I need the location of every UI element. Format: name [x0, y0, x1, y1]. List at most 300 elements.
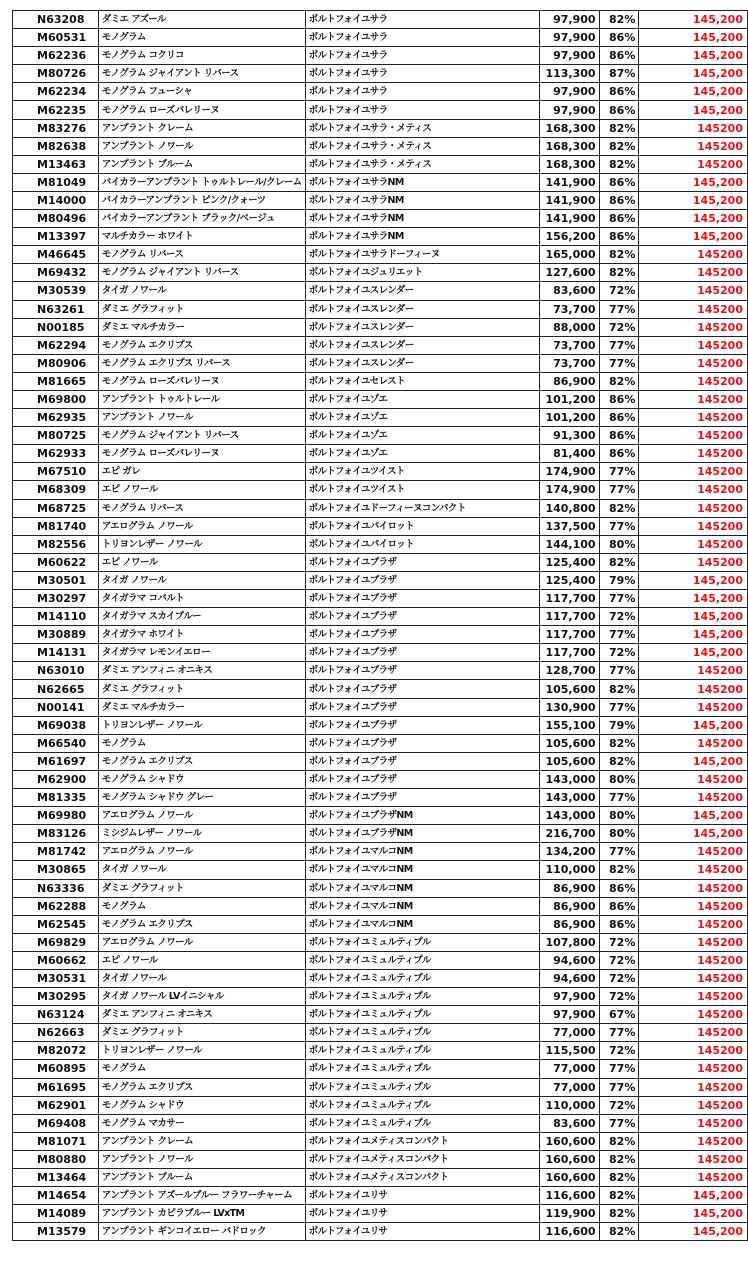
buy-price-cell[interactable]: 145,200: [639, 626, 748, 644]
rate-cell[interactable]: 82%: [599, 246, 639, 264]
item-code-cell[interactable]: M46645: [13, 246, 99, 264]
retail-price-cell[interactable]: 86,900: [539, 897, 599, 915]
buy-price-cell[interactable]: 145200: [639, 390, 748, 408]
retail-price-cell[interactable]: 83,600: [539, 282, 599, 300]
rate-cell[interactable]: 87%: [599, 65, 639, 83]
color-name-cell[interactable]: アエログラム ノワール: [98, 933, 305, 951]
rate-cell[interactable]: 86%: [599, 47, 639, 65]
item-code-cell[interactable]: M82072: [13, 1042, 99, 1060]
rate-cell[interactable]: 77%: [599, 662, 639, 680]
retail-price-cell[interactable]: 168,300: [539, 155, 599, 173]
model-name-cell[interactable]: ボルトフォイユドーフィーヌコンパクト: [305, 499, 539, 517]
model-name-cell[interactable]: ボルトフォイユリサ: [305, 1223, 539, 1241]
rate-cell[interactable]: 82%: [599, 119, 639, 137]
buy-price-cell[interactable]: 145200: [639, 463, 748, 481]
color-name-cell[interactable]: モノグラム フューシャ: [98, 83, 305, 101]
model-name-cell[interactable]: ボルトフォイユサラ: [305, 83, 539, 101]
color-name-cell[interactable]: モノグラム エクリプス: [98, 752, 305, 770]
rate-cell[interactable]: 72%: [599, 282, 639, 300]
rate-cell[interactable]: 82%: [599, 553, 639, 571]
model-name-cell[interactable]: ボルトフォイユブラザ: [305, 716, 539, 734]
model-name-cell[interactable]: ボルトフォイユスレンダー: [305, 354, 539, 372]
item-code-cell[interactable]: M80906: [13, 354, 99, 372]
color-name-cell[interactable]: モノグラム エクリプス リバース: [98, 354, 305, 372]
color-name-cell[interactable]: アンプラント ブルーム: [98, 1169, 305, 1187]
buy-price-cell[interactable]: 145200: [639, 119, 748, 137]
color-name-cell[interactable]: ダミエ マルチカラー: [98, 318, 305, 336]
rate-cell[interactable]: 80%: [599, 770, 639, 788]
model-name-cell[interactable]: ボルトフォイユサラ・メティス: [305, 119, 539, 137]
color-name-cell[interactable]: マルチカラー ホワイト: [98, 228, 305, 246]
retail-price-cell[interactable]: 105,600: [539, 680, 599, 698]
rate-cell[interactable]: 82%: [599, 1169, 639, 1187]
buy-price-cell[interactable]: 145,200: [639, 1223, 748, 1241]
model-name-cell[interactable]: ボルトフォイユミュルティプル: [305, 1042, 539, 1060]
item-code-cell[interactable]: M30531: [13, 969, 99, 987]
color-name-cell[interactable]: アンプラント アズールブルー フラワーチャーム: [98, 1187, 305, 1205]
item-code-cell[interactable]: N63124: [13, 1006, 99, 1024]
rate-cell[interactable]: 77%: [599, 626, 639, 644]
color-name-cell[interactable]: トリヨンレザー ノワール: [98, 716, 305, 734]
rate-cell[interactable]: 86%: [599, 228, 639, 246]
retail-price-cell[interactable]: 144,100: [539, 535, 599, 553]
item-code-cell[interactable]: M80725: [13, 427, 99, 445]
model-name-cell[interactable]: ボルトフォイユサラNM: [305, 210, 539, 228]
buy-price-cell[interactable]: 145,200: [639, 101, 748, 119]
retail-price-cell[interactable]: 97,900: [539, 29, 599, 47]
color-name-cell[interactable]: アンプラント クレーム: [98, 119, 305, 137]
rate-cell[interactable]: 77%: [599, 336, 639, 354]
model-name-cell[interactable]: ボルトフォイユサラドーフィーヌ: [305, 246, 539, 264]
retail-price-cell[interactable]: 141,900: [539, 191, 599, 209]
item-code-cell[interactable]: M69980: [13, 807, 99, 825]
buy-price-cell[interactable]: 145200: [639, 1114, 748, 1132]
rate-cell[interactable]: 77%: [599, 463, 639, 481]
buy-price-cell[interactable]: 145,200: [639, 47, 748, 65]
buy-price-cell[interactable]: 145200: [639, 481, 748, 499]
rate-cell[interactable]: 86%: [599, 173, 639, 191]
model-name-cell[interactable]: ボルトフォイユブラザNM: [305, 825, 539, 843]
model-name-cell[interactable]: ボルトフォイユスレンダー: [305, 282, 539, 300]
rate-cell[interactable]: 86%: [599, 101, 639, 119]
retail-price-cell[interactable]: 77,000: [539, 1060, 599, 1078]
model-name-cell[interactable]: ボルトフォイユブラザ: [305, 698, 539, 716]
color-name-cell[interactable]: アンプラント ブルーム: [98, 155, 305, 173]
rate-cell[interactable]: 82%: [599, 752, 639, 770]
item-code-cell[interactable]: M30539: [13, 282, 99, 300]
rate-cell[interactable]: 80%: [599, 807, 639, 825]
color-name-cell[interactable]: ダミエ アンフィニ オニキス: [98, 1006, 305, 1024]
item-code-cell[interactable]: M69432: [13, 264, 99, 282]
retail-price-cell[interactable]: 77,000: [539, 1078, 599, 1096]
buy-price-cell[interactable]: 145,200: [639, 590, 748, 608]
item-code-cell[interactable]: M60622: [13, 553, 99, 571]
model-name-cell[interactable]: ボルトフォイユマルコNM: [305, 861, 539, 879]
model-name-cell[interactable]: ボルトフォイユサラNM: [305, 228, 539, 246]
item-code-cell[interactable]: M61695: [13, 1078, 99, 1096]
rate-cell[interactable]: 77%: [599, 1024, 639, 1042]
model-name-cell[interactable]: ボルトフォイユリサ: [305, 1205, 539, 1223]
buy-price-cell[interactable]: 145200: [639, 843, 748, 861]
item-code-cell[interactable]: M68725: [13, 499, 99, 517]
item-code-cell[interactable]: M66540: [13, 734, 99, 752]
retail-price-cell[interactable]: 127,600: [539, 264, 599, 282]
color-name-cell[interactable]: タイガ ノワール: [98, 282, 305, 300]
retail-price-cell[interactable]: 168,300: [539, 137, 599, 155]
model-name-cell[interactable]: ボルトフォイユサラ: [305, 11, 539, 29]
model-name-cell[interactable]: ボルトフォイユブラザ: [305, 770, 539, 788]
buy-price-cell[interactable]: 145200: [639, 517, 748, 535]
item-code-cell[interactable]: M69408: [13, 1114, 99, 1132]
model-name-cell[interactable]: ボルトフォイユサラ: [305, 65, 539, 83]
model-name-cell[interactable]: ボルトフォイユミュルティプル: [305, 988, 539, 1006]
model-name-cell[interactable]: ボルトフォイユミュルティプル: [305, 1006, 539, 1024]
retail-price-cell[interactable]: 143,000: [539, 789, 599, 807]
item-code-cell[interactable]: M69829: [13, 933, 99, 951]
retail-price-cell[interactable]: 125,400: [539, 553, 599, 571]
model-name-cell[interactable]: ボルトフォイユミュルティプル: [305, 1096, 539, 1114]
color-name-cell[interactable]: モノグラム ジャイアント リバース: [98, 264, 305, 282]
item-code-cell[interactable]: M81335: [13, 789, 99, 807]
item-code-cell[interactable]: M80880: [13, 1150, 99, 1168]
color-name-cell[interactable]: モノグラム リバース: [98, 246, 305, 264]
rate-cell[interactable]: 82%: [599, 680, 639, 698]
buy-price-cell[interactable]: 145,200: [639, 1187, 748, 1205]
rate-cell[interactable]: 79%: [599, 716, 639, 734]
retail-price-cell[interactable]: 116,600: [539, 1187, 599, 1205]
model-name-cell[interactable]: ボルトフォイユマルコNM: [305, 915, 539, 933]
color-name-cell[interactable]: アエログラム ノワール: [98, 843, 305, 861]
item-code-cell[interactable]: M80496: [13, 210, 99, 228]
retail-price-cell[interactable]: 86,900: [539, 915, 599, 933]
item-code-cell[interactable]: M14131: [13, 644, 99, 662]
model-name-cell[interactable]: ボルトフォイユゾエ: [305, 409, 539, 427]
color-name-cell[interactable]: ダミエ グラフィット: [98, 300, 305, 318]
retail-price-cell[interactable]: 130,900: [539, 698, 599, 716]
model-name-cell[interactable]: ボルトフォイユミュルティプル: [305, 1060, 539, 1078]
buy-price-cell[interactable]: 145200: [639, 1150, 748, 1168]
model-name-cell[interactable]: ボルトフォイユブラザNM: [305, 807, 539, 825]
retail-price-cell[interactable]: 141,900: [539, 210, 599, 228]
retail-price-cell[interactable]: 97,900: [539, 988, 599, 1006]
buy-price-cell[interactable]: 145200: [639, 445, 748, 463]
retail-price-cell[interactable]: 160,600: [539, 1150, 599, 1168]
rate-cell[interactable]: 82%: [599, 1150, 639, 1168]
buy-price-cell[interactable]: 145,200: [639, 644, 748, 662]
buy-price-cell[interactable]: 145200: [639, 879, 748, 897]
retail-price-cell[interactable]: 117,700: [539, 608, 599, 626]
rate-cell[interactable]: 80%: [599, 825, 639, 843]
rate-cell[interactable]: 77%: [599, 1114, 639, 1132]
rate-cell[interactable]: 72%: [599, 644, 639, 662]
item-code-cell[interactable]: M62294: [13, 336, 99, 354]
item-code-cell[interactable]: M80726: [13, 65, 99, 83]
model-name-cell[interactable]: ボルトフォイユサラNM: [305, 191, 539, 209]
buy-price-cell[interactable]: 145200: [639, 535, 748, 553]
item-code-cell[interactable]: M67510: [13, 463, 99, 481]
buy-price-cell[interactable]: 145200: [639, 553, 748, 571]
color-name-cell[interactable]: モノグラム エクリプス: [98, 915, 305, 933]
buy-price-cell[interactable]: 145200: [639, 933, 748, 951]
item-code-cell[interactable]: M13464: [13, 1169, 99, 1187]
buy-price-cell[interactable]: 145200: [639, 499, 748, 517]
item-code-cell[interactable]: M82556: [13, 535, 99, 553]
rate-cell[interactable]: 77%: [599, 1078, 639, 1096]
model-name-cell[interactable]: ボルトフォイユブラザ: [305, 752, 539, 770]
retail-price-cell[interactable]: 105,600: [539, 752, 599, 770]
rate-cell[interactable]: 67%: [599, 1006, 639, 1024]
model-name-cell[interactable]: ボルトフォイユブラザ: [305, 644, 539, 662]
retail-price-cell[interactable]: 77,000: [539, 1024, 599, 1042]
color-name-cell[interactable]: バイカラーアンプラント ブラック/ベージュ: [98, 210, 305, 228]
color-name-cell[interactable]: モノグラム マカサー: [98, 1114, 305, 1132]
model-name-cell[interactable]: ボルトフォイユパイロット: [305, 535, 539, 553]
rate-cell[interactable]: 82%: [599, 155, 639, 173]
rate-cell[interactable]: 77%: [599, 789, 639, 807]
color-name-cell[interactable]: モノグラム シャドウ: [98, 770, 305, 788]
rate-cell[interactable]: 72%: [599, 1096, 639, 1114]
item-code-cell[interactable]: M60895: [13, 1060, 99, 1078]
item-code-cell[interactable]: M30865: [13, 861, 99, 879]
retail-price-cell[interactable]: 168,300: [539, 119, 599, 137]
item-code-cell[interactable]: N62665: [13, 680, 99, 698]
item-code-cell[interactable]: M81740: [13, 517, 99, 535]
retail-price-cell[interactable]: 97,900: [539, 83, 599, 101]
model-name-cell[interactable]: ボルトフォイユマルコNM: [305, 897, 539, 915]
color-name-cell[interactable]: トリヨンレザー ノワール: [98, 1042, 305, 1060]
buy-price-cell[interactable]: 145,200: [639, 807, 748, 825]
color-name-cell[interactable]: モノグラム ジャイアント リバース: [98, 65, 305, 83]
item-code-cell[interactable]: M62935: [13, 409, 99, 427]
item-code-cell[interactable]: N00141: [13, 698, 99, 716]
buy-price-cell[interactable]: 145,200: [639, 825, 748, 843]
buy-price-cell[interactable]: 145200: [639, 318, 748, 336]
item-code-cell[interactable]: M81049: [13, 173, 99, 191]
color-name-cell[interactable]: アンプラント ノワール: [98, 409, 305, 427]
buy-price-cell[interactable]: 145200: [639, 155, 748, 173]
buy-price-cell[interactable]: 145,200: [639, 716, 748, 734]
item-code-cell[interactable]: M60662: [13, 951, 99, 969]
retail-price-cell[interactable]: 97,900: [539, 101, 599, 119]
rate-cell[interactable]: 72%: [599, 318, 639, 336]
retail-price-cell[interactable]: 91,300: [539, 427, 599, 445]
color-name-cell[interactable]: タイガラマ ホワイト: [98, 626, 305, 644]
rate-cell[interactable]: 82%: [599, 734, 639, 752]
retail-price-cell[interactable]: 115,500: [539, 1042, 599, 1060]
rate-cell[interactable]: 77%: [599, 354, 639, 372]
color-name-cell[interactable]: アンプラント トゥルトレール: [98, 390, 305, 408]
color-name-cell[interactable]: アンプラント ノワール: [98, 137, 305, 155]
retail-price-cell[interactable]: 116,600: [539, 1223, 599, 1241]
buy-price-cell[interactable]: 145200: [639, 1024, 748, 1042]
model-name-cell[interactable]: ボルトフォイユブラザ: [305, 789, 539, 807]
item-code-cell[interactable]: N63336: [13, 879, 99, 897]
item-code-cell[interactable]: N62663: [13, 1024, 99, 1042]
buy-price-cell[interactable]: 145,200: [639, 191, 748, 209]
item-code-cell[interactable]: M81071: [13, 1132, 99, 1150]
model-name-cell[interactable]: ボルトフォイユブラザ: [305, 553, 539, 571]
model-name-cell[interactable]: ボルトフォイユブラザ: [305, 662, 539, 680]
item-code-cell[interactable]: N63208: [13, 11, 99, 29]
color-name-cell[interactable]: エピ ノワール: [98, 553, 305, 571]
retail-price-cell[interactable]: 141,900: [539, 173, 599, 191]
color-name-cell[interactable]: バイカラーアンプラント トゥルトレール/クレーム: [98, 173, 305, 191]
color-name-cell[interactable]: モノグラム エクリプス: [98, 336, 305, 354]
retail-price-cell[interactable]: 83,600: [539, 1114, 599, 1132]
color-name-cell[interactable]: ダミエ グラフィット: [98, 680, 305, 698]
rate-cell[interactable]: 72%: [599, 1042, 639, 1060]
buy-price-cell[interactable]: 145200: [639, 1132, 748, 1150]
buy-price-cell[interactable]: 145200: [639, 988, 748, 1006]
color-name-cell[interactable]: アンプラント ノワール: [98, 1150, 305, 1168]
buy-price-cell[interactable]: 145200: [639, 300, 748, 318]
retail-price-cell[interactable]: 117,700: [539, 626, 599, 644]
color-name-cell[interactable]: モノグラム ローズバレリーヌ: [98, 101, 305, 119]
rate-cell[interactable]: 77%: [599, 481, 639, 499]
buy-price-cell[interactable]: 145,200: [639, 571, 748, 589]
color-name-cell[interactable]: タイガ ノワール: [98, 969, 305, 987]
retail-price-cell[interactable]: 128,700: [539, 662, 599, 680]
item-code-cell[interactable]: M61697: [13, 752, 99, 770]
rate-cell[interactable]: 86%: [599, 191, 639, 209]
rate-cell[interactable]: 79%: [599, 571, 639, 589]
buy-price-cell[interactable]: 145200: [639, 789, 748, 807]
rate-cell[interactable]: 86%: [599, 879, 639, 897]
retail-price-cell[interactable]: 97,900: [539, 1006, 599, 1024]
rate-cell[interactable]: 77%: [599, 590, 639, 608]
model-name-cell[interactable]: ボルトフォイユミュルティプル: [305, 951, 539, 969]
rate-cell[interactable]: 72%: [599, 969, 639, 987]
item-code-cell[interactable]: M30297: [13, 590, 99, 608]
model-name-cell[interactable]: ボルトフォイユメティスコンパクト: [305, 1169, 539, 1187]
model-name-cell[interactable]: ボルトフォイユゾエ: [305, 445, 539, 463]
model-name-cell[interactable]: ボルトフォイユサラ: [305, 29, 539, 47]
model-name-cell[interactable]: ボルトフォイユブラザ: [305, 680, 539, 698]
item-code-cell[interactable]: M62235: [13, 101, 99, 119]
rate-cell[interactable]: 72%: [599, 951, 639, 969]
retail-price-cell[interactable]: 97,900: [539, 47, 599, 65]
color-name-cell[interactable]: ダミエ アンフィニ オニキス: [98, 662, 305, 680]
buy-price-cell[interactable]: 145,200: [639, 228, 748, 246]
model-name-cell[interactable]: ボルトフォイユブラザ: [305, 626, 539, 644]
buy-price-cell[interactable]: 145200: [639, 1169, 748, 1187]
retail-price-cell[interactable]: 216,700: [539, 825, 599, 843]
retail-price-cell[interactable]: 94,600: [539, 969, 599, 987]
buy-price-cell[interactable]: 145,200: [639, 11, 748, 29]
buy-price-cell[interactable]: 145,200: [639, 752, 748, 770]
model-name-cell[interactable]: ボルトフォイユスレンダー: [305, 300, 539, 318]
rate-cell[interactable]: 86%: [599, 445, 639, 463]
retail-price-cell[interactable]: 137,500: [539, 517, 599, 535]
buy-price-cell[interactable]: 145200: [639, 137, 748, 155]
retail-price-cell[interactable]: 156,200: [539, 228, 599, 246]
item-code-cell[interactable]: M13579: [13, 1223, 99, 1241]
rate-cell[interactable]: 80%: [599, 535, 639, 553]
buy-price-cell[interactable]: 145200: [639, 264, 748, 282]
model-name-cell[interactable]: ボルトフォイユサラNM: [305, 173, 539, 191]
model-name-cell[interactable]: ボルトフォイユゾエ: [305, 390, 539, 408]
rate-cell[interactable]: 77%: [599, 698, 639, 716]
item-code-cell[interactable]: M68309: [13, 481, 99, 499]
item-code-cell[interactable]: M69800: [13, 390, 99, 408]
buy-price-cell[interactable]: 145,200: [639, 65, 748, 83]
color-name-cell[interactable]: トリヨンレザー ノワール: [98, 535, 305, 553]
buy-price-cell[interactable]: 145200: [639, 770, 748, 788]
retail-price-cell[interactable]: 134,200: [539, 843, 599, 861]
color-name-cell[interactable]: タイガラマ レモンイエロー: [98, 644, 305, 662]
color-name-cell[interactable]: タイガ ノワール: [98, 861, 305, 879]
model-name-cell[interactable]: ボルトフォイユスレンダー: [305, 336, 539, 354]
item-code-cell[interactable]: M62545: [13, 915, 99, 933]
buy-price-cell[interactable]: 145200: [639, 409, 748, 427]
rate-cell[interactable]: 86%: [599, 427, 639, 445]
buy-price-cell[interactable]: 145200: [639, 372, 748, 390]
item-code-cell[interactable]: M62901: [13, 1096, 99, 1114]
model-name-cell[interactable]: ボルトフォイユメティスコンパクト: [305, 1132, 539, 1150]
color-name-cell[interactable]: モノグラム: [98, 29, 305, 47]
retail-price-cell[interactable]: 86,900: [539, 879, 599, 897]
rate-cell[interactable]: 86%: [599, 915, 639, 933]
buy-price-cell[interactable]: 145200: [639, 897, 748, 915]
rate-cell[interactable]: 72%: [599, 988, 639, 1006]
buy-price-cell[interactable]: 145200: [639, 282, 748, 300]
buy-price-cell[interactable]: 145200: [639, 1042, 748, 1060]
item-code-cell[interactable]: M30295: [13, 988, 99, 1006]
color-name-cell[interactable]: タイガラマ スカイブルー: [98, 608, 305, 626]
color-name-cell[interactable]: モノグラム リバース: [98, 499, 305, 517]
model-name-cell[interactable]: ボルトフォイユブラザ: [305, 590, 539, 608]
model-name-cell[interactable]: ボルトフォイユミュルティプル: [305, 1024, 539, 1042]
color-name-cell[interactable]: モノグラム コクリコ: [98, 47, 305, 65]
model-name-cell[interactable]: ボルトフォイユツイスト: [305, 481, 539, 499]
buy-price-cell[interactable]: 145,200: [639, 83, 748, 101]
color-name-cell[interactable]: エピ ノワール: [98, 951, 305, 969]
buy-price-cell[interactable]: 145200: [639, 1096, 748, 1114]
rate-cell[interactable]: 82%: [599, 11, 639, 29]
buy-price-cell[interactable]: 145200: [639, 1078, 748, 1096]
color-name-cell[interactable]: ダミエ グラフィット: [98, 879, 305, 897]
model-name-cell[interactable]: ボルトフォイユミュルティプル: [305, 1078, 539, 1096]
color-name-cell[interactable]: モノグラム ジャイアント リバース: [98, 427, 305, 445]
item-code-cell[interactable]: M81665: [13, 372, 99, 390]
buy-price-cell[interactable]: 145200: [639, 861, 748, 879]
color-name-cell[interactable]: アンプラント カピラブルー LVxTM: [98, 1205, 305, 1223]
color-name-cell[interactable]: アンプラント ギンコイエロー バドロック: [98, 1223, 305, 1241]
rate-cell[interactable]: 72%: [599, 933, 639, 951]
buy-price-cell[interactable]: 145200: [639, 1060, 748, 1078]
retail-price-cell[interactable]: 97,900: [539, 11, 599, 29]
item-code-cell[interactable]: M81742: [13, 843, 99, 861]
model-name-cell[interactable]: ボルトフォイユマルコNM: [305, 879, 539, 897]
model-name-cell[interactable]: ボルトフォイユスレンダー: [305, 318, 539, 336]
rate-cell[interactable]: 77%: [599, 517, 639, 535]
rate-cell[interactable]: 82%: [599, 1132, 639, 1150]
buy-price-cell[interactable]: 145,200: [639, 1205, 748, 1223]
item-code-cell[interactable]: M13397: [13, 228, 99, 246]
buy-price-cell[interactable]: 145200: [639, 734, 748, 752]
rate-cell[interactable]: 72%: [599, 608, 639, 626]
color-name-cell[interactable]: モノグラム: [98, 897, 305, 915]
model-name-cell[interactable]: ボルトフォイユジュリエット: [305, 264, 539, 282]
color-name-cell[interactable]: モノグラム: [98, 734, 305, 752]
model-name-cell[interactable]: ボルトフォイユマルコNM: [305, 843, 539, 861]
buy-price-cell[interactable]: 145200: [639, 915, 748, 933]
color-name-cell[interactable]: アンプラント クレーム: [98, 1132, 305, 1150]
model-name-cell[interactable]: ボルトフォイユメティスコンパクト: [305, 1150, 539, 1168]
buy-price-cell[interactable]: 145200: [639, 951, 748, 969]
model-name-cell[interactable]: ボルトフォイユツイスト: [305, 463, 539, 481]
rate-cell[interactable]: 82%: [599, 499, 639, 517]
